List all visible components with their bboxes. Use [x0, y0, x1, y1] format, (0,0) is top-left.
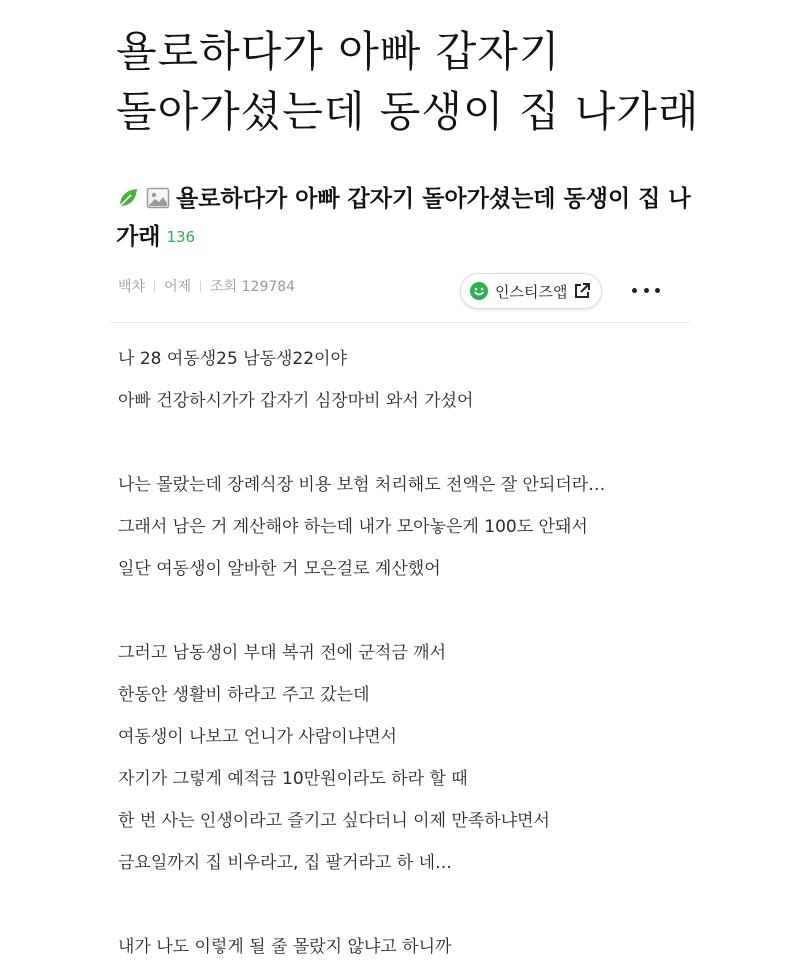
body-line — [118, 422, 718, 464]
divider — [110, 322, 690, 323]
author-name[interactable]: 백챠 — [118, 279, 146, 295]
smile-icon — [469, 281, 489, 301]
comment-count[interactable]: 136 — [166, 228, 196, 246]
body-line — [118, 590, 718, 632]
body-line: 그러고 남동생이 부대 복귀 전에 군적금 깨서 — [118, 643, 447, 663]
body-line: 아빠 건강하시가가 갑자기 심장마비 와서 가셨어 — [118, 391, 474, 411]
post-title: 욜로하다가 아빠 갑자기 돌아가셨는데 동생이 집 나가래 — [116, 186, 691, 250]
open-app-label: 인스티즈앱 — [495, 282, 568, 301]
body-line: 그래서 남은 거 계산해야 하는데 내가 모아놓은게 100도 안돼서 — [118, 517, 588, 537]
body-line: 자기가 그렇게 예적금 10만원이라도 하라 할 때 — [118, 769, 468, 789]
open-app-button[interactable] — [460, 273, 602, 309]
post-title-row[interactable] — [116, 180, 696, 256]
more-options-button[interactable] — [632, 280, 660, 300]
meta-divider — [200, 281, 201, 292]
body-line — [118, 884, 718, 926]
body-line: 한동안 생활비 하라고 주고 갔는데 — [118, 685, 370, 705]
body-line: 내가 나도 이렇게 될 줄 몰랐지 않냐고 하니까 — [118, 937, 452, 957]
external-link-icon — [573, 282, 591, 300]
headline-line-1: 욜로하다가 아빠 갑자기 — [116, 27, 561, 76]
body-line: 한 번 사는 인생이라고 즐기고 싶다더니 이제 만족하냐면서 — [118, 811, 550, 831]
body-line: 금요일까지 집 비우라고, 집 팔거라고 하 네… — [118, 853, 453, 873]
headline-line-2: 돌아가셨는데 동생이 집 나가래 — [116, 87, 700, 136]
body-line: 나는 몰랐는데 장례식장 비용 보험 처리해도 전액은 잘 안되더라… — [118, 475, 606, 495]
post-body — [118, 338, 718, 968]
body-line: 나 28 여동생25 남동생22이야 — [118, 349, 347, 369]
leaf-icon — [116, 186, 140, 210]
body-line: 일단 여동생이 알바한 거 모은걸로 계산했어 — [118, 559, 441, 579]
post-meta — [118, 276, 295, 296]
post-date: 어제 — [164, 279, 192, 295]
more-dots-icon — [655, 288, 660, 293]
image-icon — [146, 187, 170, 209]
view-count: 조회 129784 — [210, 279, 296, 295]
body-line: 여동생이 나보고 언니가 사람이냐면서 — [118, 727, 397, 747]
headline — [116, 22, 776, 142]
meta-divider — [154, 281, 155, 292]
more-dots-icon — [632, 288, 637, 293]
more-dots-icon — [644, 288, 649, 293]
